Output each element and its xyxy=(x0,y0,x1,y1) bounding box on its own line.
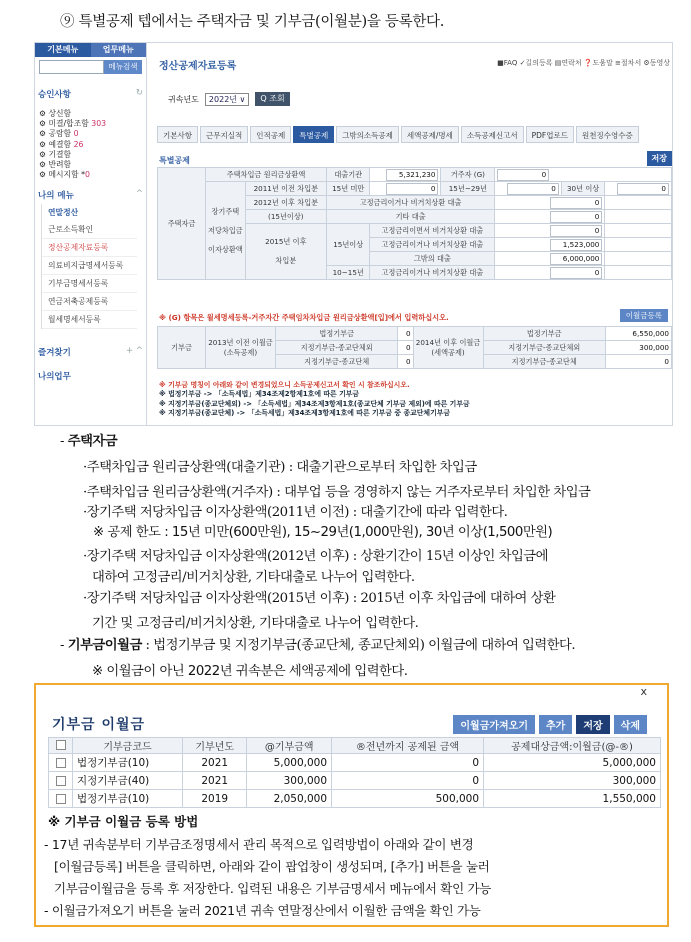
col-header: 공제대상금액:이월금(@-®) xyxy=(484,738,661,754)
interest-label: 이자상환액 xyxy=(208,244,243,254)
approval-title: 승인사항 xyxy=(38,90,71,100)
note-line: ※ 기부금 명칭이 아래와 같이 변경되었으니 소득공제신고서 확인 시 참조하십시오. xyxy=(159,381,410,389)
value-cell[interactable]: 0 xyxy=(398,341,413,355)
table-row[interactable] xyxy=(49,754,661,772)
cell: 2011년 이전 차입분 xyxy=(245,182,326,196)
body-line: ·주택차입금 원리금상환액(대출기관) : 대출기관으로부터 차입한 차입금 xyxy=(83,460,477,475)
cell: 법정기부금 xyxy=(483,327,605,341)
cell: 고정금리이거나 비거치상환 대출 xyxy=(326,196,494,210)
favorites-section[interactable]: 즐겨찾기 + ^ xyxy=(38,346,143,359)
input-cell[interactable]: 0 xyxy=(495,210,605,224)
body-line: - 주택자금 xyxy=(60,434,118,449)
cell[interactable]: 법정기부금(10) xyxy=(73,754,183,772)
popup-buttons xyxy=(453,715,647,734)
body-line: ※ 이월금이 아닌 2022년 귀속분은 세액공제에 입력한다. xyxy=(92,664,408,679)
cell: 주택차입금 원리금상환액 xyxy=(206,168,327,182)
close-icon[interactable]: x xyxy=(640,685,647,698)
menu-search-button[interactable]: 메뉴검색 xyxy=(104,60,142,74)
tab[interactable]: 기본사항 xyxy=(157,126,198,143)
method-line: 기부금이월금을 등록 후 저장한다. 입력된 내용은 기부금명세서 메뉴에서 확인 가능 xyxy=(54,881,492,896)
housing-label: 주택자금 xyxy=(158,168,206,280)
value-cell[interactable]: 6,550,000 xyxy=(605,327,671,341)
cell: 지정기부금-종교단체 xyxy=(276,355,398,369)
tab-work-menu[interactable]: 업무메뉴 xyxy=(91,43,147,57)
cell: 기타 대출 xyxy=(326,210,494,224)
method-line: - 이월금가져오기 버튼을 눌러 2021년 귀속 연말정산에서 이월한 금액을 확인 가능 xyxy=(44,903,481,918)
method-line: [이월금등록] 버튼을 클릭하면, 아래와 같이 팝업창이 생성되며, [추가] 버튼을 눌러 xyxy=(54,859,490,874)
cell: 15년 미만 xyxy=(326,182,370,196)
favorites-icons[interactable]: + ^ xyxy=(126,346,143,357)
refresh-icon[interactable]: ↻ xyxy=(135,88,143,98)
approval-item[interactable]: ⚙ 공람함 0 xyxy=(39,129,79,139)
col-header: @기부금액 xyxy=(247,738,332,754)
housing-table xyxy=(157,167,672,280)
cell: 1,550,000 xyxy=(484,790,661,808)
menu-item[interactable]: 의료비지급명세서등록 xyxy=(42,257,137,275)
donation-notes xyxy=(159,381,470,418)
menu-item[interactable]: 정산공제자료등록 xyxy=(42,239,137,257)
approval-section[interactable] xyxy=(35,85,146,103)
cell[interactable]: 0 xyxy=(332,754,484,772)
app-screenshot xyxy=(34,42,673,426)
loan-institution-value[interactable]: 5,321,230 xyxy=(370,168,441,182)
add-button[interactable]: 추가 xyxy=(539,715,572,734)
approval-item[interactable]: ⚙ 반려함 xyxy=(39,160,72,170)
menu-item[interactable]: 월세명세서등록 xyxy=(42,311,137,329)
cell[interactable]: 500,000 xyxy=(332,790,484,808)
value-cell[interactable]: 0 xyxy=(605,355,671,369)
body-line: ·주택차입금 원리금상환액(거주자) : 대부업 등을 경영하지 않는 거주자로부터 차입한 차입금 xyxy=(83,485,591,500)
value-cell[interactable]: 0 xyxy=(398,327,413,341)
cell[interactable]: 5,000,000 xyxy=(247,754,332,772)
donation-table xyxy=(157,326,672,369)
cell[interactable]: 300,000 xyxy=(247,772,332,790)
cell: 차입분 xyxy=(275,256,297,265)
cell: 2013년 이전 이월금(소득공제) xyxy=(206,327,276,369)
section-heading: ⑨ 특별공제 텝에서는 주택자금 및 기부금(이월분)을 등록한다. xyxy=(60,14,445,30)
body-line: ※ 공제 한도 : 15년 미만(600만원), 15~29년(1,000만원), 30년 이상(1,500만원) xyxy=(93,525,553,540)
select-all-checkbox[interactable] xyxy=(49,738,73,754)
tab[interactable]: 세액공제/명세 xyxy=(401,126,459,143)
resident-value[interactable]: 0 xyxy=(495,168,672,182)
approval-item[interactable]: ⚙ 기결함 xyxy=(39,149,72,159)
row-checkbox[interactable] xyxy=(49,754,73,772)
page-title: 정산공제자료등록 xyxy=(159,61,237,72)
tab[interactable]: 원천징수영수증 xyxy=(576,126,639,143)
input-cell[interactable]: 0 xyxy=(495,182,562,196)
cell: 지정기부금-종교단체외 xyxy=(276,341,398,355)
cell: 고정금리이거나 비거치상환 대출 xyxy=(370,266,495,280)
body-line: 기간 및 고정금리/비거치상환, 기타대출로 나누어 입력한다. xyxy=(92,616,419,631)
year-label: 귀속년도 xyxy=(168,94,199,104)
collapse-icon[interactable]: ^ xyxy=(135,189,143,200)
carry-register-button[interactable]: 이월금등록 xyxy=(620,309,668,322)
cell: 2015년 이후 xyxy=(265,237,307,246)
main-panel xyxy=(151,43,673,426)
input-cell[interactable]: 6,000,000 xyxy=(495,252,605,266)
cell: 고정금리이면서 비거치상환 대출 xyxy=(370,224,495,238)
cell: 지정기부금-종교단체외 xyxy=(483,341,605,355)
tab[interactable]: 인적공제 xyxy=(250,126,291,143)
cell: 15년~29년 xyxy=(441,182,495,196)
input-cell[interactable]: 0 xyxy=(495,196,605,210)
row-checkbox[interactable] xyxy=(49,772,73,790)
body-line: ·장기주택 저당차입금 이자상환액(2012년 이후) : 상환기간이 15년 이상인 차입금에 xyxy=(83,549,548,564)
tab[interactable]: 소득공제신고서 xyxy=(461,126,524,143)
mortgage-label: 저당차입금 xyxy=(208,225,243,235)
cell: 법정기부금 xyxy=(276,327,398,341)
query-button[interactable]: Q 조회 xyxy=(255,92,289,106)
note-line: ※ 지정기부금(종교단체) -> 「소득세법」제34조제3항제1호에 따른 기부금 중 종교단체기부금 xyxy=(159,408,451,417)
input-cell[interactable]: 0 xyxy=(495,266,605,280)
year-select[interactable]: 2022년 ∨ xyxy=(205,93,250,106)
carryover-table xyxy=(48,737,661,808)
tab-bar xyxy=(157,126,639,143)
cell: 30년 이상 xyxy=(561,182,605,196)
cell: 대출기관 xyxy=(326,168,370,182)
save-button[interactable]: 저장 xyxy=(647,151,672,166)
long-term-label: 장기주택 xyxy=(211,206,240,216)
save-button[interactable]: 저장 xyxy=(576,715,609,734)
cell: (15년이상) xyxy=(245,210,326,224)
tab[interactable]: 근무지실적 xyxy=(200,126,248,143)
year-filter xyxy=(168,92,290,106)
tab[interactable]: 그밖의소득공제 xyxy=(336,126,399,143)
my-menu-section[interactable]: 나의 메뉴 ^ xyxy=(38,189,143,202)
body-line: ·장기주택 저당차입금 이자상환액(2015년 이후) : 2015년 이후 차입금에 대하여 상환 xyxy=(83,591,556,606)
cell[interactable]: 2021 xyxy=(183,754,247,772)
my-work-section[interactable]: 나의업무 xyxy=(38,372,71,383)
approval-item[interactable]: ⚙ 상신함 xyxy=(39,109,72,118)
input-cell[interactable]: 1,523,000 xyxy=(495,238,605,252)
cell: 2014년 이후 이월금(세액공제) xyxy=(413,327,483,369)
approval-item[interactable]: ⚙ 메시지함 *0 xyxy=(39,170,90,180)
col-header: 기부년도 xyxy=(183,738,247,754)
menu-item[interactable]: 연금저축공제등록 xyxy=(42,293,137,311)
input-cell[interactable]: 0 xyxy=(495,224,605,238)
body-line: - 기부금이월금 : 법정기부금 및 지정기부금(종교단체, 종교단체외) 이월금에 대하여 입력한다. xyxy=(60,638,576,653)
cell: 10~15년 xyxy=(326,266,370,280)
menu-item[interactable]: 근로소득확인 xyxy=(42,221,137,239)
menu-search-input[interactable] xyxy=(39,60,104,74)
input-cell[interactable]: 0 xyxy=(605,182,672,196)
carryover-popup xyxy=(34,683,669,927)
cell[interactable]: 2,050,000 xyxy=(247,790,332,808)
method-line: - 17년 귀속분부터 기부금조정명세서 관리 목적으로 입력방법이 아래와 같이 변경 xyxy=(44,837,474,852)
value-cell[interactable]: 0 xyxy=(398,355,413,369)
cell: 거주자 (G) xyxy=(441,168,495,182)
cell: 300,000 xyxy=(484,772,661,790)
cell: 그밖의 대출 xyxy=(370,252,495,266)
menu-item[interactable]: 기부금명세서등록 xyxy=(42,275,137,293)
fetch-carryover-button[interactable]: 이월금가져오기 xyxy=(453,715,535,734)
body-line: 대하여 고정금리/비거치상환, 기타대출로 나누어 입력한다. xyxy=(92,570,415,585)
note-g: ※ (G) 항목은 월세명세등록-거주자간 주택임차차입금 원리금상환액[입]에서 입력하십시오. xyxy=(159,313,449,322)
note-line: ※ 법정기부금 -> 「소득세법」제34조제2항제1호에 따른 기부금 xyxy=(159,390,360,399)
table-row[interactable] xyxy=(49,772,661,790)
input-cell[interactable]: 0 xyxy=(370,182,441,196)
note-line: ※ 지정기부금(종교단체외) -> 「소득세법」제34조제3항제1호(종교단체 기부금 제외)에 따른 기부금 xyxy=(159,399,470,408)
body-line: ·장기주택 저당차입금 이자상환액(2011년 이전) : 대출기간에 따라 입력한다. xyxy=(83,505,508,520)
tab[interactable]: PDF업로드 xyxy=(526,126,574,143)
approval-item[interactable]: ⚙ 예결함 26 xyxy=(39,139,84,149)
popup-title: 기부금 이월금 xyxy=(52,717,146,733)
col-header: 기부금코드 xyxy=(73,738,183,754)
row-checkbox[interactable] xyxy=(49,790,73,808)
col-header: ®전년까지 공제된 금액 xyxy=(332,738,484,754)
cell[interactable]: 2021 xyxy=(183,772,247,790)
tab-basic-menu[interactable]: 기본메뉴 xyxy=(35,43,91,57)
year-end-group[interactable]: 연말정산 xyxy=(48,208,79,218)
cell: 15년이상 xyxy=(326,224,370,266)
my-menu-list xyxy=(41,204,137,329)
cell: 고정금리이거나 비거치상환 대출 xyxy=(370,238,495,252)
cell[interactable]: 2019 xyxy=(183,790,247,808)
value-cell[interactable]: 300,000 xyxy=(605,341,671,355)
cell: 5,000,000 xyxy=(484,754,661,772)
cell[interactable]: 법정기부금(10) xyxy=(73,790,183,808)
method-title: ※ 기부금 이월금 등록 방법 xyxy=(48,814,199,829)
table-row[interactable] xyxy=(49,790,661,808)
delete-button[interactable]: 삭제 xyxy=(614,715,647,734)
approval-item[interactable]: ⚙ 미결/합조함 303 xyxy=(39,119,107,129)
cell[interactable]: 지정기부금(40) xyxy=(73,772,183,790)
section-title: 특별공제 xyxy=(159,156,190,165)
cell: 지정기부금-종교단체 xyxy=(483,355,605,369)
sidebar xyxy=(35,43,147,426)
donation-label: 기부금 xyxy=(158,327,206,369)
top-links[interactable]: ■FAQ ✓길의등록 ▤연락처 ❓도움말 ≡절차서 ⚙동영상 xyxy=(497,59,670,67)
cell[interactable]: 0 xyxy=(332,772,484,790)
tab-special-deduction[interactable]: 특별공제 xyxy=(293,126,334,143)
table-header xyxy=(49,738,661,754)
cell: 2012년 이후 차입분 xyxy=(245,196,326,210)
